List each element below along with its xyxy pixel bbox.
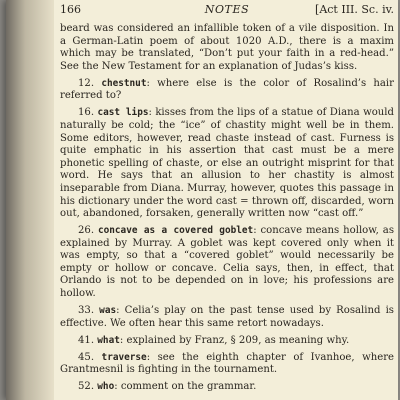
note-text: : explained by Franz, § 209, as meaning why. xyxy=(119,334,350,346)
page-content xyxy=(60,0,394,400)
note-item xyxy=(60,352,394,377)
note-lemma: was xyxy=(99,305,117,317)
note-text: : Celia’s play on the past tense used by Rosalind is effective. We often hear this same retort nowadays. xyxy=(60,305,394,329)
note-text: : where else is the color of Rosalind’s hair referred to? xyxy=(60,77,394,102)
note-item xyxy=(60,335,394,348)
note-lemma: concave as a covered goblet xyxy=(97,225,254,237)
note-number: 12. xyxy=(78,77,95,89)
note-number: 45. xyxy=(78,351,95,363)
note-number: 16. xyxy=(78,107,95,119)
note-text: : concave means hollow, as explained by Murray. A goblet was kept covered only when it was empty, so that a “covered goblet” would necessarily be empty or hollow or concave. Celia says, then, in effect, that Orlando is not to be depended on in love; his professions are hollow. xyxy=(60,225,395,300)
note-item xyxy=(60,225,394,301)
running-title: NOTES xyxy=(204,3,250,16)
note-lemma: who xyxy=(97,381,115,393)
note-item xyxy=(60,107,394,220)
note-text: beard was considered an infallible token of a vile disposition. In a German-Latin poem of about 1020 A.D., there is a maxim which may be translated, “Don’t put your faith in a red-head.” See the New Testament for an explanation of Judas’s kiss. xyxy=(60,23,394,72)
note-text: : kisses from the lips of a statue of Diana would naturally be cold; the “ice” of chastity might well be in them. Some editors, however, read chaste instead of cast. Furness is quite emphatic in his assertion that cast must be a mere phonetic spelling of chaste, or else an outright misprint for that word. He says that an allusion to her chastity is almost inseparable from Diana. Murray, however, quotes this passage in his dictionary under the word cast = thrown off, discarded, worn out, abandoned, forsaken, generally written now “cast off.” xyxy=(60,107,394,220)
note-number: 33. xyxy=(78,305,95,317)
book-page xyxy=(6,0,398,400)
note-lemma: cast lips xyxy=(97,107,149,119)
note-number: 41. xyxy=(78,334,95,346)
note-item xyxy=(60,381,394,394)
note-number: 52. xyxy=(78,381,95,393)
note-item xyxy=(60,305,394,330)
running-header xyxy=(60,1,394,18)
section-reference: [Act III. Sc. iv. xyxy=(315,3,394,16)
note-item xyxy=(60,78,394,103)
note-lemma: chestnut xyxy=(101,77,147,89)
note-continuation xyxy=(60,23,394,73)
notes-body xyxy=(60,23,394,398)
page-gutter-shadow xyxy=(6,0,54,400)
page-number: 166 xyxy=(60,3,81,16)
note-text: : see the eighth chapter of Ivanhoe, where Grantmesnil is fighting in the tournament. xyxy=(60,351,394,376)
note-number: 26. xyxy=(78,225,95,237)
note-lemma: what xyxy=(97,334,120,346)
note-text: : comment on the grammar. xyxy=(114,381,257,393)
note-lemma: traverse xyxy=(101,351,147,363)
